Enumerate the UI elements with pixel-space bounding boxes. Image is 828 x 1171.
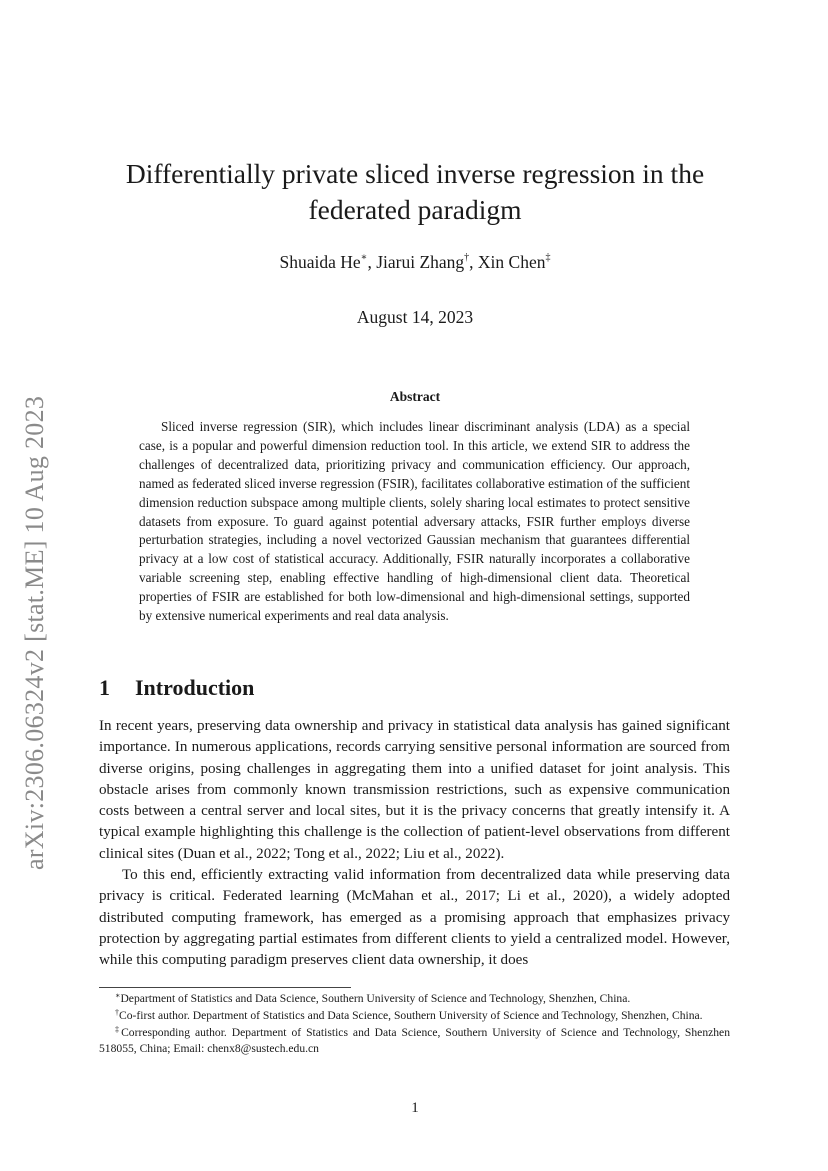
section-heading [99,673,254,703]
author-footnote-mark: ‡ [545,252,551,263]
arxiv-identifier-stamp: arXiv:2306.06324v2 [stat.ME] 10 Aug 2023 [20,395,49,870]
footnote-text: Department of Statistics and Data Science, Southern University of Science and Technology, Shenzhen, China. [120,992,631,1005]
section-number: 1 [99,675,110,700]
body-paragraph: In recent years, preserving data ownership and privacy in statistical data analysis has gained significant importance. In numerous applications, records carrying sensitive personal information are sourced from diverse origins, posing challenges in aggregating them into a unified dataset for joint analysis. This obstacle arises from commonly known transmission restrictions, such as expensive communication costs between a central server and local sites, but it is the privacy concerns that greatly intensify it. A typical example highlighting this challenge is the collection of patient-level observations from different clinical sites (Duan et al., 2022; Tong et al., 2022; Liu et al., 2022). [99,718,730,862]
footnote [99,1025,730,1059]
introduction-body [99,716,730,972]
footnote-text: Corresponding author. Department of Statistics and Data Science, Southern University of Science and Technology, Shenzhen 518055, China; Email: chenx8@sustech.edu.cn [99,1025,731,1056]
section-title: Introduction [135,675,255,700]
footnote [99,991,730,1008]
footnote-divider [99,987,351,988]
abstract-text: Sliced inverse regression (SIR), which includes linear discriminant analysis (LDA) as a special case, is a popular and powerful dimension reduction tool. In this article, we extend SIR to address the challenges of decentralized data, prioritizing privacy and communication efficiency. Our approach, named as federated sliced inverse regression (FSIR), facilitates collaborative estimation of the sufficient dimension reduction subspace among multiple clients, solely sharing local estimates to protect sensitive datasets from exposure. To guard against potential adversary attacks, FSIR further employs diverse perturbation strategies, including a novel vectorized Gaussian mechanism that guarantees differential privacy at a low cost of statistical accuracy. Additionally, FSIR naturally incorporates a collaborative variable screening step, enabling effective handling of high-dimensional client data. Theoretical properties of FSIR are established for both low-dimensional and high-dimensional settings, supported by extensive numerical experiments and real data analysis. [139,419,690,624]
paper-title: Differentially private sliced inverse regression in the federated paradigm [125,158,705,225]
publication-date: August 14, 2023 [356,307,474,327]
author-separator: , [367,252,377,272]
author-name: Xin Chen [477,252,546,272]
author-footnote-mark: † [464,252,470,263]
footnote-text: Co-first author. Department of Statistics and Data Science, Southern University of Science and Technology, Shenzhen, China. [119,1008,703,1022]
body-paragraph: To this end, efficiently extracting valid information from decentralized data while preserving data privacy is critical. Federated learning (McMahan et al., 2017; Li et al., 2020), a widely adopted distributed computing framework, has emerged as a promising approach that emphasizes privacy protection by aggregating partial estimates from different clients to yield a centralized model. However, while this computing paradigm preserves client data ownership, it does [99,867,730,969]
author-list [100,250,730,274]
footnote [99,1008,730,1025]
page-number: 1 [411,1100,419,1116]
footnote-mark: † [115,1007,119,1017]
author-name: Jiarui Zhang [376,252,465,272]
footnotes [99,991,730,1058]
footnote-mark: ∗ [115,991,121,1000]
author-separator: , [469,252,478,272]
author-name: Shuaida He [279,252,361,272]
footnote-mark: ‡ [115,1024,122,1034]
author-footnote-mark: ∗ [360,252,368,263]
abstract-heading: Abstract [389,389,441,404]
